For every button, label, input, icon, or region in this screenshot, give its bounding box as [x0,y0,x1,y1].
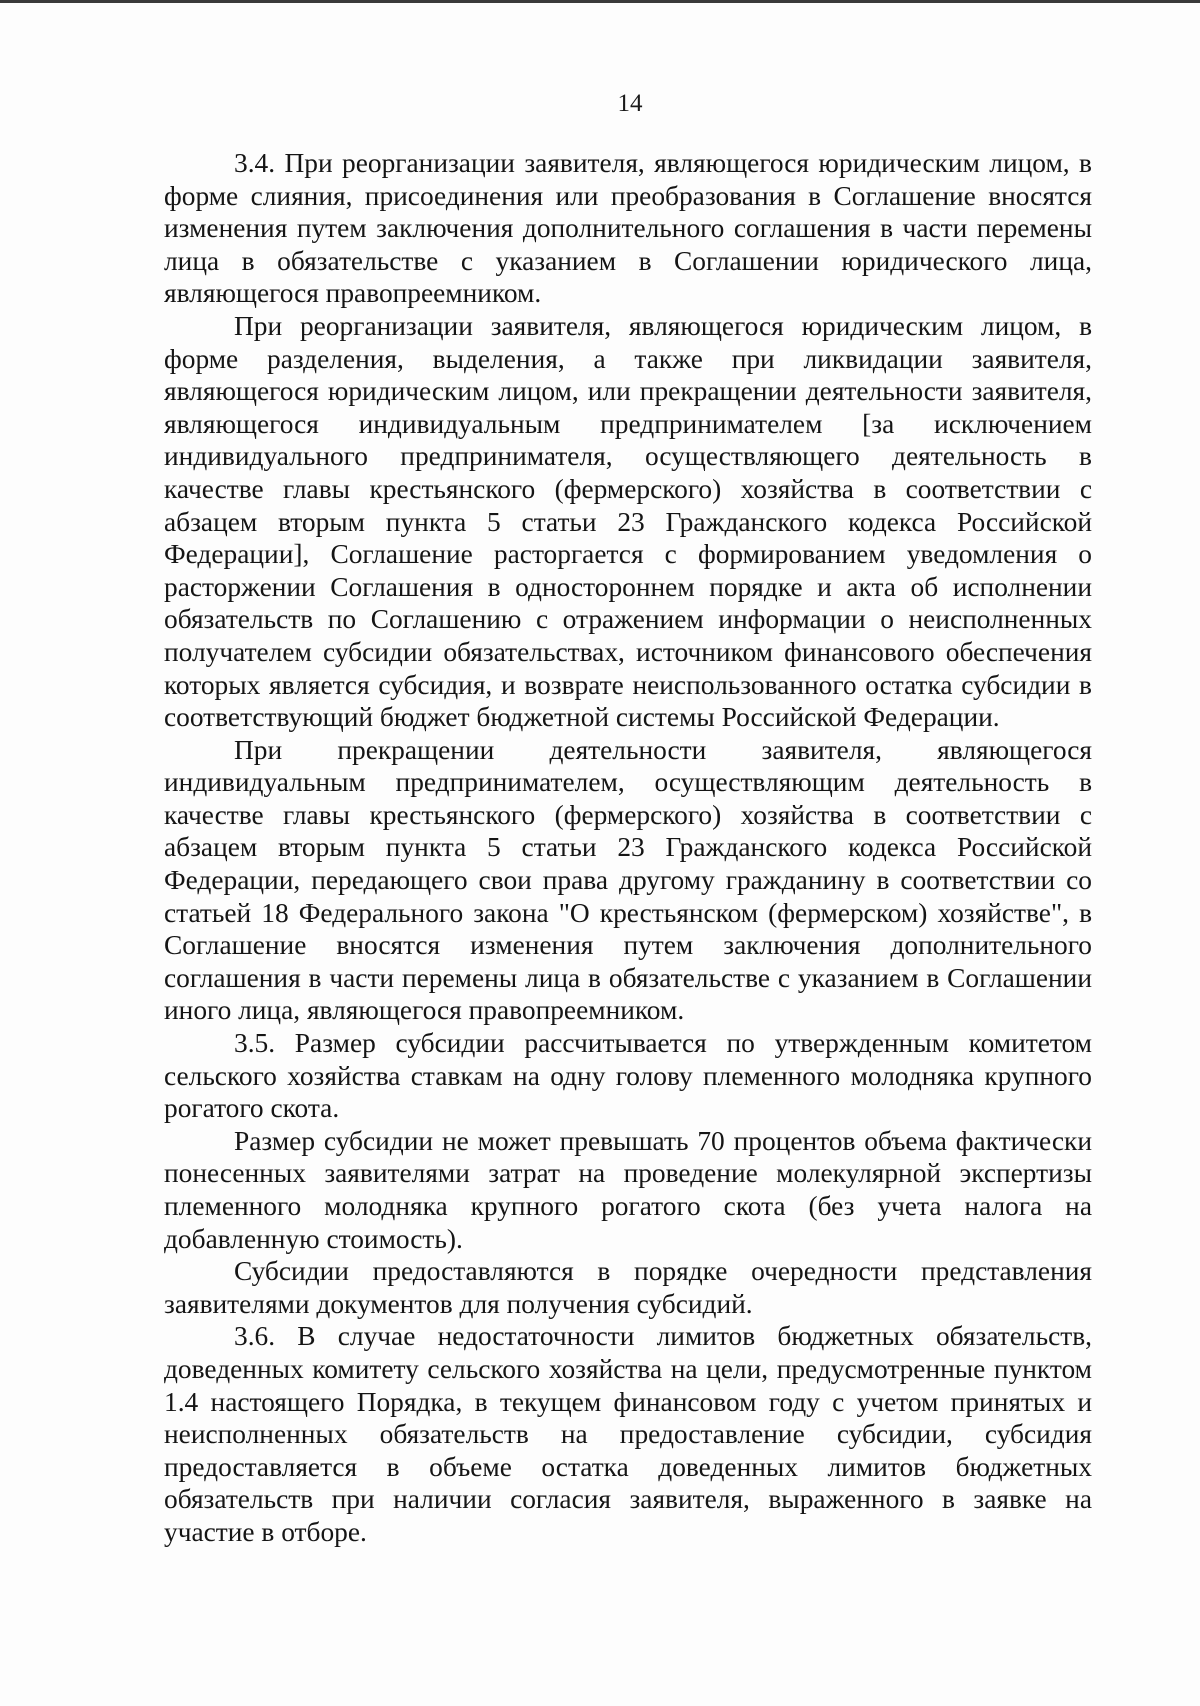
paragraph-3-5-subsidy-size: 3.5. Размер субсидии рассчитывается по утвержденным комитетом сельского хозяйства ставкам на одну голову племенного молодняка крупного рогатого скота. [164,1028,1092,1124]
paragraph-subsidy-order: Субсидии предоставляются в порядке очередности представления заявителями документов для получения субсидий. [164,1256,1092,1319]
paragraph-3-4-reorganization-merger: 3.4. При реорганизации заявителя, являющегося юридическим лицом, в форме слияния, присоединения или преобразования в Соглашение вносятся изменения путем заключения дополнительного соглашения в части перемены лица в обязательстве с указанием в Соглашении юридического лица, являющегося правопреемником. [164,148,1092,309]
page-number: 14 [617,90,643,117]
document-body [164,147,1092,1549]
paragraph-reorganization-division: При реорганизации заявителя, являющегося юридическим лицом, в форме разделения, выделения, а также при ликвидации заявителя, являющегося юридическим лицом, или прекращении деятельности заявителя, являющегося индивидуальным предпринимателем [за исключением индивидуального предпринимателя, осуществляющего деятельность в качестве главы крестьянского (фермерского) хозяйства в соответствии с абзацем вторым пункта 5 статьи 23 Гражданского кодекса Российской Федерации], Соглашение расторгается с формированием уведомления о расторжении Соглашения в одностороннем порядке и акта об исполнении обязательств по Соглашению с отражением информации о неисполненных получателем субсидии обязательствах, источником финансового обеспечения которых является субсидия, и возврате неиспользованного остатка субсидии в соответствующий бюджет бюджетной системы Российской Федерации. [164,310,1092,733]
paragraph-subsidy-limit: Размер субсидии не может превышать 70 процентов объема фактически понесенных заявителями затрат на проведение молекулярной экспертизы племенного молодняка крупного рогатого скота (без учета налога на добавленную стоимость). [164,1125,1092,1254]
paragraph-termination-farm-head: При прекращении деятельности заявителя, являющегося индивидуальным предпринимателем, осуществляющим деятельность в качестве главы крестьянского (фермерского) хозяйства в соответствии с абзацем вторым пункта 5 статьи 23 Гражданского кодекса Российской Федерации, передающего свои права другому гражданину в соответствии со статьей 18 Федерального закона "О крестьянском (фермерском) хозяйстве", в Соглашение вносятся изменения путем заключения дополнительного соглашения в части перемены лица в обязательстве с указанием в Соглашении иного лица, являющегося правопреемником. [164,734,1092,1026]
top-border-line [0,0,1200,3]
paragraph-3-6-insufficient-limits: 3.6. В случае недостаточности лимитов бюджетных обязательств, доведенных комитету сельского хозяйства на цели, предусмотренные пунктом 1.4 настоящего Порядка, в текущем финансовом году с учетом принятых и неисполненных обязательств на предоставление субсидии, субсидия предоставляется в объеме остатка доведенных лимитов бюджетных обязательств при наличии согласия заявителя, выраженного в заявке на участие в отборе. [164,1321,1092,1547]
